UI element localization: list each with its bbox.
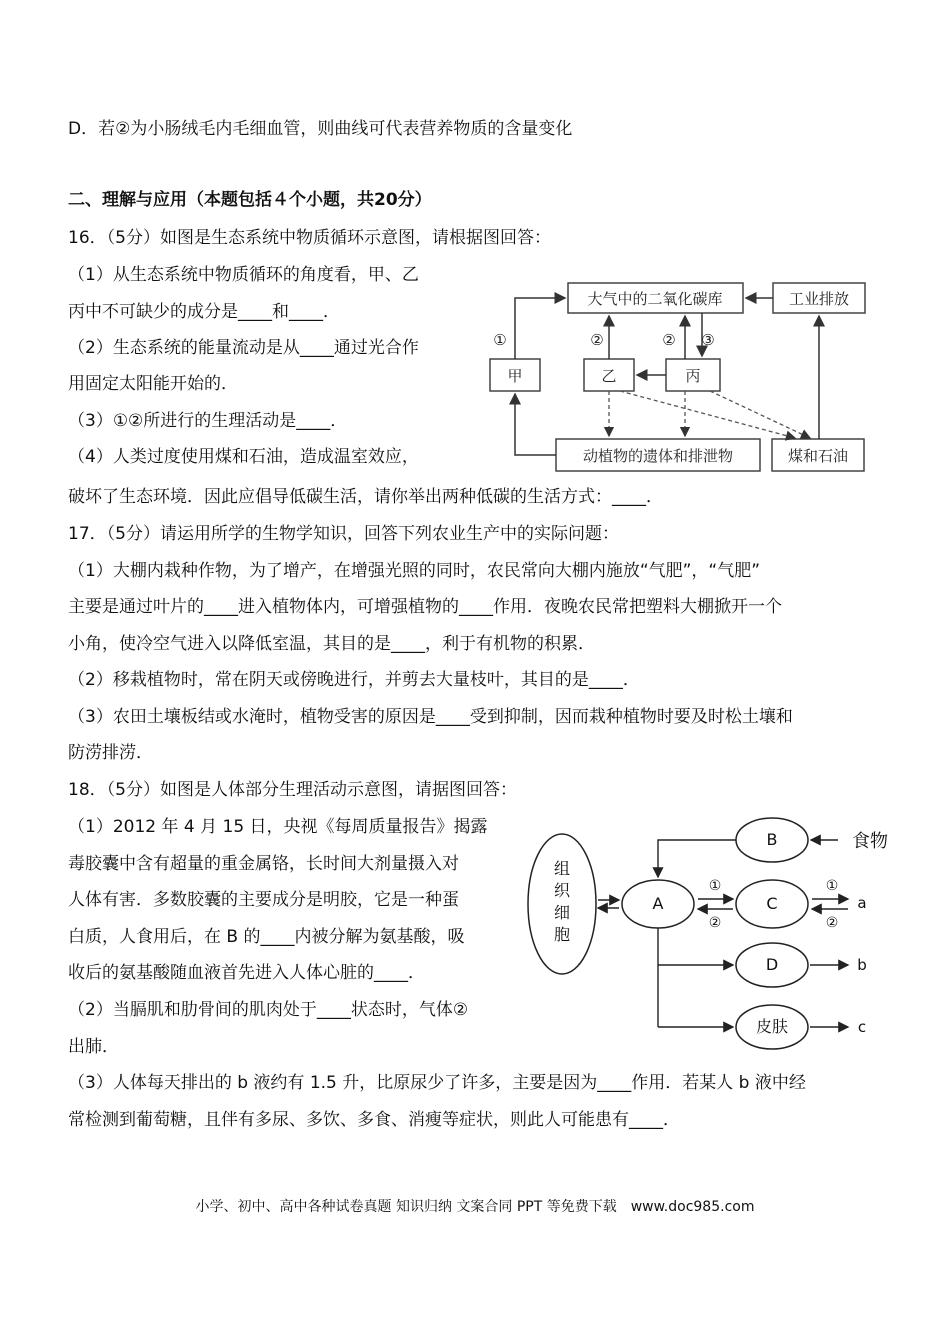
q17-line: 小角，使冷空气进入以降低室温，其目的是____，利于有机物的积累． bbox=[68, 634, 595, 654]
q18-line: （1）2012 年 4 月 15 日，央视《每周质量报告》揭露 bbox=[68, 817, 488, 837]
tissue-char: 细 bbox=[553, 903, 571, 922]
label-skin: 皮肤 bbox=[755, 1017, 789, 1036]
marker-1: ① bbox=[825, 878, 839, 894]
co2-pool-label: 大气中的二氧化碳库 bbox=[587, 290, 723, 308]
label-a: A bbox=[652, 894, 664, 913]
q18-line: 收后的氨基酸随血液首先进入人体心脏的____． bbox=[68, 963, 425, 983]
q17-line: （3）农田土壤板结或水淹时，植物受害的原因是____受到抑制，因而栽种植物时要及时松土壤和 bbox=[68, 707, 793, 727]
label-food: 食物 bbox=[852, 831, 888, 852]
q17-line: （1）大棚内栽种作物，为了增产，在增强光照的同时，农民常向大棚内施放“气肥”，“气肥” bbox=[68, 561, 761, 581]
label-d: D bbox=[765, 955, 779, 974]
label-b: B bbox=[766, 830, 778, 849]
q16-line: （4）人类过度使用煤和石油，造成温室效应， bbox=[68, 447, 419, 467]
q15-option-d: D．若②为小肠绒毛内毛细血管，则曲线可代表营养物质的含量变化 bbox=[68, 119, 573, 139]
q17-line: 防涝排涝． bbox=[68, 743, 153, 763]
q18-line: 白质，人食用后，在 B 的____内被分解为氨基酸，吸 bbox=[68, 927, 465, 947]
tissue-char: 组 bbox=[553, 859, 571, 878]
q18-line: （3）人体每天排出的 b 液约有 1.5 升，比原尿少了许多，主要是因为____作用．若某人 b 液中经 bbox=[68, 1073, 806, 1093]
label-c: C bbox=[766, 894, 778, 913]
bing-label: 丙 bbox=[685, 367, 701, 385]
marker-1: ① bbox=[708, 878, 722, 894]
tissue-char: 织 bbox=[553, 881, 571, 900]
marker-2: ② bbox=[590, 331, 604, 349]
q16-line: 破坏了生态环境．因此应倡导低碳生活，请你举出两种低碳的生活方式：____． bbox=[68, 487, 663, 507]
coal-label: 煤和石油 bbox=[787, 447, 849, 465]
label-c-out: c bbox=[857, 1018, 867, 1036]
label-a-out: a bbox=[857, 894, 867, 912]
label-b-out: b bbox=[857, 956, 867, 974]
q17-stem: 17．（5分）请运用所学的生物学知识，回答下列农业生产中的实际问题： bbox=[68, 524, 619, 544]
q18-line: 出肺． bbox=[68, 1037, 119, 1057]
q18-line: 毒胶囊中含有超量的重金属铬，长时间大剂量摄入对 bbox=[68, 854, 459, 874]
q18-line: （2）当膈肌和肋骨间的肌肉处于____状态时，气体② bbox=[68, 1000, 469, 1020]
q17-line: 主要是通过叶片的____进入植物体内，可增强植物的____作用．夜晚农民常把塑料大棚掀开一个 bbox=[68, 597, 782, 617]
jia-label: 甲 bbox=[507, 367, 523, 385]
q16-stem: 16．（5分）如图是生态系统中物质循环示意图，请根据图回答： bbox=[68, 228, 551, 248]
yi-label: 乙 bbox=[601, 367, 617, 385]
marker-3: ③ bbox=[701, 331, 715, 349]
q16-line: 用固定太阳能开始的． bbox=[68, 374, 238, 394]
q18-line: 常检测到葡萄糖，且伴有多尿、多饮、多食、消瘦等症状，则此人可能患有____． bbox=[68, 1110, 680, 1130]
marker-2: ② bbox=[708, 915, 722, 931]
carbon-cycle-diagram bbox=[480, 270, 880, 480]
page-footer: 小学、初中、高中各种试卷真题 知识归纳 文案合同 PPT 等免费下载 www.doc985.com bbox=[195, 1199, 755, 1215]
q16-line: （3）①②所进行的生理活动是____． bbox=[68, 411, 348, 431]
section-title: 二、理解与应用（本题包括４个小题，共20分） bbox=[68, 190, 432, 210]
marker-2: ② bbox=[825, 915, 839, 931]
marker-1: ① bbox=[493, 331, 507, 349]
q17-line: （2）移栽植物时，常在阴天或傍晚进行，并剪去大量枝叶，其目的是____． bbox=[68, 670, 640, 690]
physiology-diagram bbox=[520, 812, 900, 1062]
marker-2: ② bbox=[662, 331, 676, 349]
q18-line: 人体有害．多数胶囊的主要成分是明胶，它是一种蛋 bbox=[68, 890, 459, 910]
tissue-char: 胞 bbox=[553, 925, 571, 944]
remains-label: 动植物的遗体和排泄物 bbox=[582, 447, 734, 465]
q16-line: （2）生态系统的能量流动是从____通过光合作 bbox=[68, 338, 419, 358]
q16-line: （1）从生态系统中物质循环的角度看，甲、乙 bbox=[68, 265, 419, 285]
q18-stem: 18．（5分）如图是人体部分生理活动示意图，请据图回答： bbox=[68, 780, 517, 800]
q16-line: 丙中不可缺少的成分是____和____． bbox=[68, 302, 340, 322]
industry-label: 工业排放 bbox=[788, 290, 850, 308]
